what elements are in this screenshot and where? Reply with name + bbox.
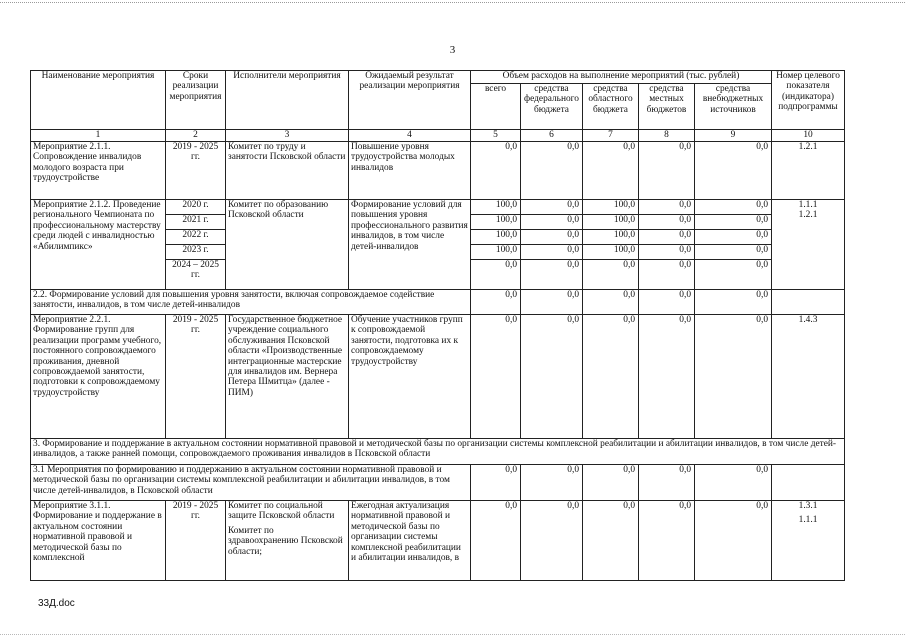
values-total xyxy=(471,200,521,290)
indicator-numbers xyxy=(772,501,845,581)
value-total: 100,0 xyxy=(471,200,520,215)
table-row xyxy=(31,142,845,200)
value-extrabudget: 0,0 xyxy=(695,465,772,501)
value-regional: 0,0 xyxy=(583,315,639,439)
values-extrabudget xyxy=(695,200,772,290)
value-extrabudget: 0,0 xyxy=(695,290,772,315)
header-result: Ожидаемый результат реализации мероприятия xyxy=(349,71,471,130)
scan-artifact-bottom xyxy=(0,634,905,636)
value-extrabudget: 0,0 xyxy=(695,315,772,439)
value-local: 0,0 xyxy=(639,215,694,230)
measure-name: Мероприятие 2.1.1. Сопровождение инвалидов молодого возраста при трудоустройстве xyxy=(31,142,166,200)
value-federal: 0,0 xyxy=(521,245,582,260)
value-extrabudget: 0,0 xyxy=(695,501,772,581)
col-num: 5 xyxy=(471,130,521,142)
col-num: 1 xyxy=(31,130,166,142)
term-item: 2024 – 2025 гг. xyxy=(172,260,219,281)
value-local: 0,0 xyxy=(639,290,695,315)
measure-result: Повышение уровня трудоустройства молодых инвалидов xyxy=(349,142,471,200)
section-title: 3.1 Мероприятия по формированию и поддержанию в актуальном состоянии нормативной правовой и методической базы по организации системы комплексной реабилитации и абилитации инвалидов, в том числе детей-инвалидов, в Псковской области xyxy=(31,465,471,501)
value-total: 0,0 xyxy=(505,260,517,270)
value-regional: 100,0 xyxy=(583,215,638,230)
value-federal: 0,0 xyxy=(521,465,583,501)
value-local: 0,0 xyxy=(639,465,695,501)
value-total: 0,0 xyxy=(471,501,521,581)
measure-terms xyxy=(166,200,226,290)
values-regional xyxy=(583,200,639,290)
term-item: 2022 г. xyxy=(166,230,225,245)
measure-term: 2019 - 2025 гг. xyxy=(166,142,226,200)
header-indicator: Номер целевого показателя (индикатора) подпрограммы xyxy=(772,71,845,130)
column-numbers-row xyxy=(31,130,845,142)
col-num: 9 xyxy=(695,130,772,142)
value-extrabudget: 0,0 xyxy=(695,215,771,230)
indicator-number: 1.2.1 xyxy=(798,210,818,221)
section-title: 2.2. Формирование условий для повышения уровня занятости, включая сопровождаемое содействие занятости, инвалидов, в том числе детей-инвалидов xyxy=(31,290,471,315)
measure-name: Мероприятие 3.1.1. Формирование и поддержание в актуальном состоянии нормативной правовой и методической базы по комплексной xyxy=(31,501,166,581)
section-row xyxy=(31,290,845,315)
header-term: Сроки реализации мероприятия xyxy=(166,71,226,130)
value-regional: 100,0 xyxy=(583,245,638,260)
value-local: 0,0 xyxy=(679,260,691,270)
value-regional: 100,0 xyxy=(583,200,638,215)
indicator-number: 1.2.1 xyxy=(772,142,845,200)
value-federal: 0,0 xyxy=(521,315,583,439)
table-row xyxy=(31,315,845,439)
term-item: 2020 г. xyxy=(166,200,225,215)
value-regional: 0,0 xyxy=(583,142,639,200)
value-federal: 0,0 xyxy=(521,200,582,215)
measure-result: Ежегодная актуализация нормативной правовой и методической базы по организации системы комплексной реабилитации и абилитации инвалидов, в xyxy=(349,501,471,581)
indicator-number: 1.1.1 xyxy=(798,515,818,526)
measure-executor: Государственное бюджетное учреждение социального обслуживания Псковской области «Производственные интеграционные мастерские для инвалидов им. Вернера Петера Шмитца» (далее - ПИМ) xyxy=(226,315,349,439)
value-extrabudget: 0,0 xyxy=(695,200,771,215)
indicator-number: 1.1.1 xyxy=(798,200,818,210)
measure-result: Обучение участников групп к сопровождаемой занятости, подготовка их к сопровождаемому трудоустройству xyxy=(349,315,471,439)
value-local: 0,0 xyxy=(639,315,695,439)
values-federal xyxy=(521,200,583,290)
scan-artifact-top xyxy=(0,2,905,4)
values-local xyxy=(639,200,695,290)
footer-filename: 33Д.doc xyxy=(38,598,75,609)
col-num: 4 xyxy=(349,130,471,142)
value-local: 0,0 xyxy=(639,245,694,260)
section-title: 3. Формирование и поддержание в актуальном состоянии нормативной правовой и методической базы по организации системы комплексной реабилитации и абилитации инвалидов, в том числе детей-инвалидов, а также ранней помощи, сопровождаемого проживания инвалидов в Псковской области xyxy=(31,439,845,465)
measure-result: Формирование условий для повышения уровня профессионального развития инвалидов, в том числе детей-инвалидов xyxy=(349,200,471,290)
col-num: 2 xyxy=(166,130,226,142)
header-extrabudget: средства внебюджетных источников xyxy=(695,84,772,130)
measure-executors xyxy=(226,501,349,581)
header-name: Наименование мероприятия xyxy=(31,71,166,130)
indicator-empty xyxy=(772,290,845,315)
col-num: 8 xyxy=(639,130,695,142)
header-total: всего xyxy=(471,84,521,130)
value-extrabudget: 0,0 xyxy=(695,142,772,200)
measure-term: 2019 - 2025 гг. xyxy=(166,315,226,439)
value-regional: 100,0 xyxy=(583,230,638,245)
measure-name: Мероприятие 2.1.2. Проведение регионального Чемпионата по профессиональному мастерству среди людей с инвалидностью «Абилимпикс» xyxy=(31,200,166,290)
header-expenditure-group: Объем расходов на выполнение мероприятий (тыс. рублей) xyxy=(471,71,772,84)
value-federal: 0,0 xyxy=(521,142,583,200)
value-federal: 0,0 xyxy=(521,215,582,230)
value-total: 0,0 xyxy=(471,465,521,501)
indicator-number: 1.4.3 xyxy=(772,315,845,439)
value-extrabudget: 0,0 xyxy=(695,245,771,260)
value-total: 0,0 xyxy=(471,142,521,200)
header-local: средства местных бюджетов xyxy=(639,84,695,130)
measure-term: 2019 - 2025 гг. xyxy=(166,501,226,581)
value-federal: 0,0 xyxy=(567,260,579,270)
value-regional: 0,0 xyxy=(583,501,639,581)
value-extrabudget: 0,0 xyxy=(756,260,768,270)
indicator-empty xyxy=(772,465,845,501)
header-federal: средства федерального бюджета xyxy=(521,84,583,130)
header-regional: средства областного бюджета xyxy=(583,84,639,130)
value-extrabudget: 0,0 xyxy=(695,230,771,245)
table-row xyxy=(31,501,845,581)
measure-executor: Комитет по социальной защите Псковской области xyxy=(228,501,335,522)
value-total: 100,0 xyxy=(471,230,520,245)
value-regional: 0,0 xyxy=(583,465,639,501)
section-row xyxy=(31,465,845,501)
section-row xyxy=(31,439,845,465)
col-num: 3 xyxy=(226,130,349,142)
value-total: 100,0 xyxy=(471,245,520,260)
value-local: 0,0 xyxy=(639,501,695,581)
value-local: 0,0 xyxy=(639,200,694,215)
measure-executor: Комитет по образованию Псковской области xyxy=(226,200,349,290)
header-executor: Исполнители мероприятия xyxy=(226,71,349,130)
measure-executor: Комитет по здравоохранению Псковской области; xyxy=(228,525,343,557)
value-local: 0,0 xyxy=(639,142,695,200)
measure-name: Мероприятие 2.2.1. Формирование групп для реализации программ учебного, постоянного сопровождаемого проживания, дневной сопровождаемой занятости, подготовки к сопровождаемому трудоустройству xyxy=(31,315,166,439)
expenditure-table xyxy=(30,70,845,581)
value-regional: 0,0 xyxy=(623,260,635,270)
col-num: 6 xyxy=(521,130,583,142)
value-regional: 0,0 xyxy=(583,290,639,315)
value-federal: 0,0 xyxy=(521,230,582,245)
table-row xyxy=(31,200,845,290)
page-number: 3 xyxy=(449,44,456,56)
value-total: 100,0 xyxy=(471,215,520,230)
value-total: 0,0 xyxy=(471,290,521,315)
value-federal: 0,0 xyxy=(521,290,583,315)
indicator-number: 1.3.1 xyxy=(798,501,818,511)
value-local: 0,0 xyxy=(639,230,694,245)
value-federal: 0,0 xyxy=(521,501,583,581)
col-num: 7 xyxy=(583,130,639,142)
indicator-numbers xyxy=(772,200,845,290)
measure-executor: Комитет по труду и занятости Псковской области xyxy=(226,142,349,200)
col-num: 10 xyxy=(772,130,845,142)
term-item: 2023 г. xyxy=(166,245,225,260)
value-total: 0,0 xyxy=(471,315,521,439)
term-item: 2021 г. xyxy=(166,215,225,230)
